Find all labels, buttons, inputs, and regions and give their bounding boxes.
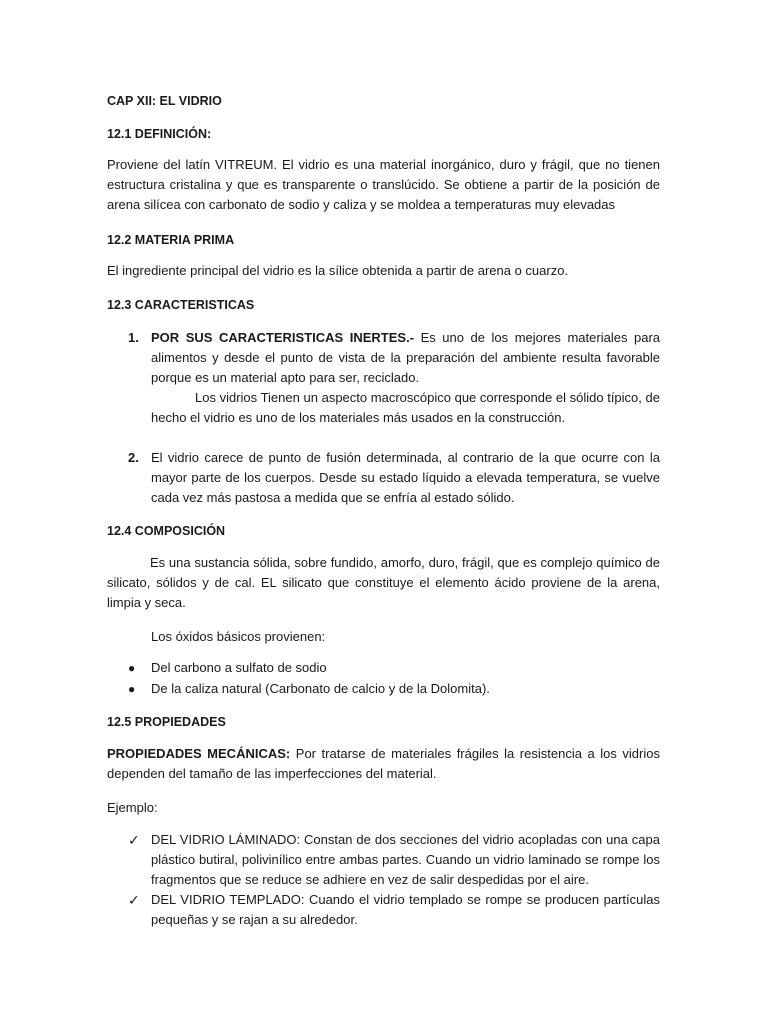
mech-label: PROPIEDADES MECÁNICAS: [107,746,291,761]
heading-propiedades: 12.5 PROPIEDADES [107,715,226,729]
text-line: Los vidrios Tienen un aspecto macroscópico que corresponde el sólido típico, de [195,390,660,405]
list-number: 2. [128,450,139,465]
text-line: mayor parte de los cuerpos. Desde su estado líquido a elevada temperatura, se vuelve [151,470,660,485]
heading-composicion: 12.4 COMPOSICIÓN [107,524,226,538]
list-item: Del carbono a sulfato de sodio [151,660,327,675]
text-line: DEL VIDRIO TEMPLADO: Cuando el vidrio templado se rompe se producen partículas [151,892,660,907]
list-number: 1. [128,330,139,345]
bullet-icon: ● [128,661,136,675]
text-line: El vidrio carece de punto de fusión determinada, al contrario de la que ocurre con la [151,450,660,465]
list-item-templado [151,890,660,930]
text-line: Proviene del latín VITREUM. El vidrio es una material inorgánico, duro y frágil, que no tienen [107,157,660,172]
text-line: Es una sustancia sólida, sobre fundido, amorfo, duro, frágil, que es complejo químico de [150,555,660,570]
list-item-fusion [151,448,660,508]
item-label: POR SUS CARACTERISTICAS INERTES.- [151,330,415,345]
text-line: arena silícea con carbonato de sodio y caliza y se moldea a temperaturas muy elevadas [107,197,616,212]
text-line: silicato, sólidos y de cal. EL silicato que constituye el elemento ácido proviene de la arena, [107,575,660,590]
chapter-title: CAP XII: EL VIDRIO [107,94,222,108]
text-line [151,328,660,348]
item-text: Es uno de los mejores materiales para [420,330,660,345]
text-line: dependen del tamaño de las imperfecciones del material. [107,766,437,781]
text-line: porque es un material apto para ser, reciclado. [151,370,420,385]
paragraph-composicion [107,553,660,613]
heading-definicion: 12.1 DEFINICIÓN: [107,127,212,141]
mech-text: Por tratarse de materiales frágiles la resistencia a los vidrios [295,746,660,761]
text-line: pequeñas y se rajan a su alrededor. [151,912,358,927]
text-line: limpia y seca. [107,595,186,610]
text-line: El ingrediente principal del vidrio es la sílice obtenida a partir de arena o cuarzo. [107,263,569,278]
heading-materia-prima: 12.2 MATERIA PRIMA [107,233,235,247]
text-line: DEL VIDRIO LÁMINADO: Constan de dos secciones del vidrio acopladas con una capa [151,832,660,847]
text-line: cada vez más pastosa a medida que se enfría al estado sólido. [151,490,515,505]
check-icon: ✓ [128,892,140,908]
oxides-intro: Los óxidos básicos provienen: [151,629,326,644]
paragraph-materia-prima [107,261,660,281]
example-label: Ejemplo: [107,800,158,815]
text-line [107,744,660,764]
list-item: De la caliza natural (Carbonato de calcio y de la Dolomita). [151,681,490,696]
text-line: estructura cristalina y que es transparente o translúcido. Se obtiene a partir de la posición de [107,177,660,192]
text-line: alimentos y desde el punto de vista de la preparación del ambiente resulta favorable [151,350,660,365]
heading-caracteristicas: 12.3 CARACTERISTICAS [107,298,255,312]
paragraph-mecanicas [107,744,660,784]
bullet-icon: ● [128,682,136,696]
text-line: plástico butiral, polivinílico entre ambas partes. Cuando un vidrio laminado se rompe los [151,852,660,867]
check-icon: ✓ [128,832,140,848]
list-item-laminado [151,830,660,890]
list-item-inertes [151,328,660,428]
text-line: hecho el vidrio es uno de los materiales más usados en la construcción. [151,410,566,425]
text-line: fragmentos que se reduce se adhiere en vez de salir despedidas por el aire. [151,872,589,887]
paragraph-definicion [107,155,660,215]
